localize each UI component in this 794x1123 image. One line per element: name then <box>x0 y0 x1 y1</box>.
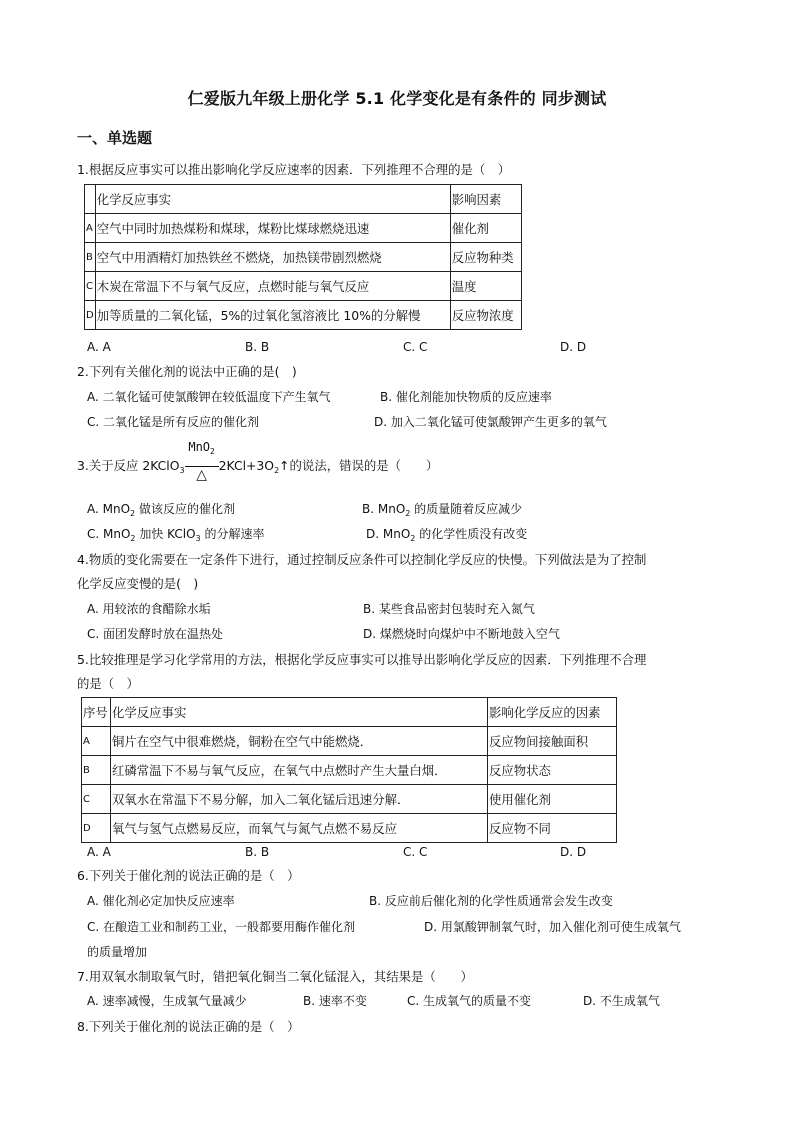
question-3-option-d: D. MnO$_2$ 的化学性质没有改变 <box>366 527 528 543</box>
catalyst-label: MnO$_2$ <box>188 439 215 456</box>
question-5-option-a: A. A <box>87 845 111 859</box>
question-1-stem: 1.根据反应事实可以推出影响化学反应速率的因素．下列推理不合理的是（ ） <box>77 162 511 177</box>
table-cell: 使用催化剂 <box>488 785 617 814</box>
question-6-option-b: B. 反应前后催化剂的化学性质通常会发生改变 <box>369 894 613 908</box>
subscript: 2 <box>274 466 280 475</box>
question-3-option-c: C. MnO$_2$ 加快 KClO$_3$ 的分解速率 <box>87 527 265 543</box>
question-1-option-d: D. D <box>560 340 587 354</box>
table-cell: B <box>85 243 96 272</box>
table-row <box>85 272 522 301</box>
equation-product: 2KCl+3O <box>218 458 275 473</box>
question-4-option-d: D. 煤燃烧时向煤炉中不断地鼓入空气 <box>363 627 560 641</box>
question-3-option-a: A. MnO$_2$ 做该反应的催化剂 <box>87 502 235 518</box>
question-5-table <box>81 697 617 843</box>
table-row <box>85 301 522 330</box>
table-header-row <box>85 185 522 214</box>
question-4-stem-line-1: 4.物质的变化需要在一定条件下进行，通过控制反应条件可以控制化学反应的快慢。下列做法是为了控制 <box>77 552 647 567</box>
table-cell: 加等质量的二氧化锰，5%的过氧化氢溶液比 10%的分解慢 <box>95 301 450 330</box>
table-cell: 铜片在空气中很难燃烧，铜粉在空气中能燃烧． <box>111 727 488 756</box>
heat-symbol: △ <box>196 466 207 483</box>
question-3-option-b: B. MnO$_2$ 的质量随着反应减少 <box>362 502 523 518</box>
page-title: 仁爱版九年级上册化学 5.1 化学变化是有条件的 同步测试 <box>187 89 607 108</box>
question-5-stem-line-1: 5.比较推理是学习化学常用的方法，根据化学反应事实可以推导出影响化学反应的因素．下列推理不合理 <box>77 652 647 667</box>
table-row <box>82 814 617 843</box>
table-cell: 反应物不同 <box>488 814 617 843</box>
table-cell: 反应物浓度 <box>450 301 521 330</box>
question-2-stem: 2.下列有关催化剂的说法中正确的是( ) <box>77 364 297 379</box>
table-cell: 氧气与氢气点燃易反应，而氧气与氮气点燃不易反应 <box>111 814 488 843</box>
table-cell: C <box>82 785 111 814</box>
table-cell: D <box>82 814 111 843</box>
question-7-stem: 7.用双氧水制取氧气时，错把氧化铜当二氧化锰混入，其结果是（ ） <box>77 969 473 984</box>
reaction-condition <box>185 439 219 483</box>
question-6-option-d-continued: 的质量增加 <box>87 945 148 959</box>
question-1-option-a: A. A <box>87 340 111 354</box>
question-4-option-c: C. 面团发酵时放在温热处 <box>87 627 224 641</box>
table-cell: 空气中用酒精灯加热铁丝不燃烧，加热镁带剧烈燃烧 <box>95 243 450 272</box>
question-2-option-d: D. 加入二氧化锰可使氯酸钾产生更多的氧气 <box>374 415 607 429</box>
question-8-stem: 8.下列关于催化剂的说法正确的是（ ） <box>77 1019 300 1034</box>
question-7-option-b: B. 速率不变 <box>303 994 367 1008</box>
question-6-option-d: D. 用氯酸钾制氧气时，加入催化剂可使生成氧气 <box>424 920 681 934</box>
subscript: 3 <box>179 466 185 475</box>
question-5-stem-line-2: 的是（ ） <box>77 676 139 691</box>
table-cell: 双氧水在常温下不易分解，加入二氧化锰后迅速分解． <box>111 785 488 814</box>
table-row <box>82 756 617 785</box>
question-6-option-a: A. 催化剂必定加快反应速率 <box>87 894 235 908</box>
question-7-option-c: C. 生成氧气的质量不变 <box>407 994 532 1008</box>
table-cell: 空气中同时加热煤粉和煤球，煤粉比煤球燃烧迅速 <box>95 214 450 243</box>
table-cell: 反应物种类 <box>450 243 521 272</box>
table-cell: 催化剂 <box>450 214 521 243</box>
question-4-option-a: A. 用较浓的食醋除水垢 <box>87 602 211 616</box>
question-5-option-d: D. D <box>560 845 587 859</box>
table-header-cell <box>85 185 96 214</box>
table-cell: 木炭在常温下不与氧气反应，点燃时能与氧气反应 <box>95 272 450 301</box>
table-header-cell: 影响因素 <box>450 185 521 214</box>
table-header-cell: 化学反应事实 <box>95 185 450 214</box>
table-header-row <box>82 698 617 727</box>
table-cell: D <box>85 301 96 330</box>
table-row <box>82 727 617 756</box>
question-1-option-b: B. B <box>245 340 270 354</box>
table-cell: 反应物状态 <box>488 756 617 785</box>
question-3-suffix: ↑的说法，错误的是（ ） <box>279 458 439 473</box>
table-cell: A <box>85 214 96 243</box>
table-cell: 反应物间接触面积 <box>488 727 617 756</box>
table-cell: 红磷常温下不易与氧气反应，在氧气中点燃时产生大量白烟． <box>111 756 488 785</box>
table-cell: A <box>82 727 111 756</box>
question-2-option-a: A. 二氧化锰可使氯酸钾在较低温度下产生氧气 <box>87 390 331 404</box>
question-3-stem <box>77 439 439 483</box>
question-2-option-b: B. 催化剂能加快物质的反应速率 <box>380 390 552 404</box>
question-5-option-c: C. C <box>403 845 428 859</box>
question-6-stem: 6.下列关于催化剂的说法正确的是（ ） <box>77 868 300 883</box>
table-header-cell: 序号 <box>82 698 111 727</box>
table-row <box>85 243 522 272</box>
table-row <box>82 785 617 814</box>
question-4-option-b: B. 某些食品密封包装时充入氮气 <box>363 602 535 616</box>
table-header-cell: 影响化学反应的因素 <box>488 698 617 727</box>
section-heading: 一、单选题 <box>77 129 153 147</box>
table-header-cell: 化学反应事实 <box>111 698 488 727</box>
question-2-option-c: C. 二氧化锰是所有反应的催化剂 <box>87 415 260 429</box>
table-cell: 温度 <box>450 272 521 301</box>
question-6-option-c: C. 在酿造工业和制药工业，一般都要用酶作催化剂 <box>87 920 356 934</box>
question-7-option-d: D. 不生成氧气 <box>583 994 660 1008</box>
question-1-option-c: C. C <box>403 340 428 354</box>
table-cell: B <box>82 756 111 785</box>
question-1-table <box>84 184 522 330</box>
question-5-option-b: B. B <box>245 845 270 859</box>
table-cell: C <box>85 272 96 301</box>
table-row <box>85 214 522 243</box>
equation-reactant: 3.关于反应 2KClO <box>77 458 180 473</box>
question-4-stem-line-2: 化学反应变慢的是( ) <box>77 576 199 591</box>
question-7-option-a: A. 速率减慢，生成氧气量减少 <box>87 994 247 1008</box>
